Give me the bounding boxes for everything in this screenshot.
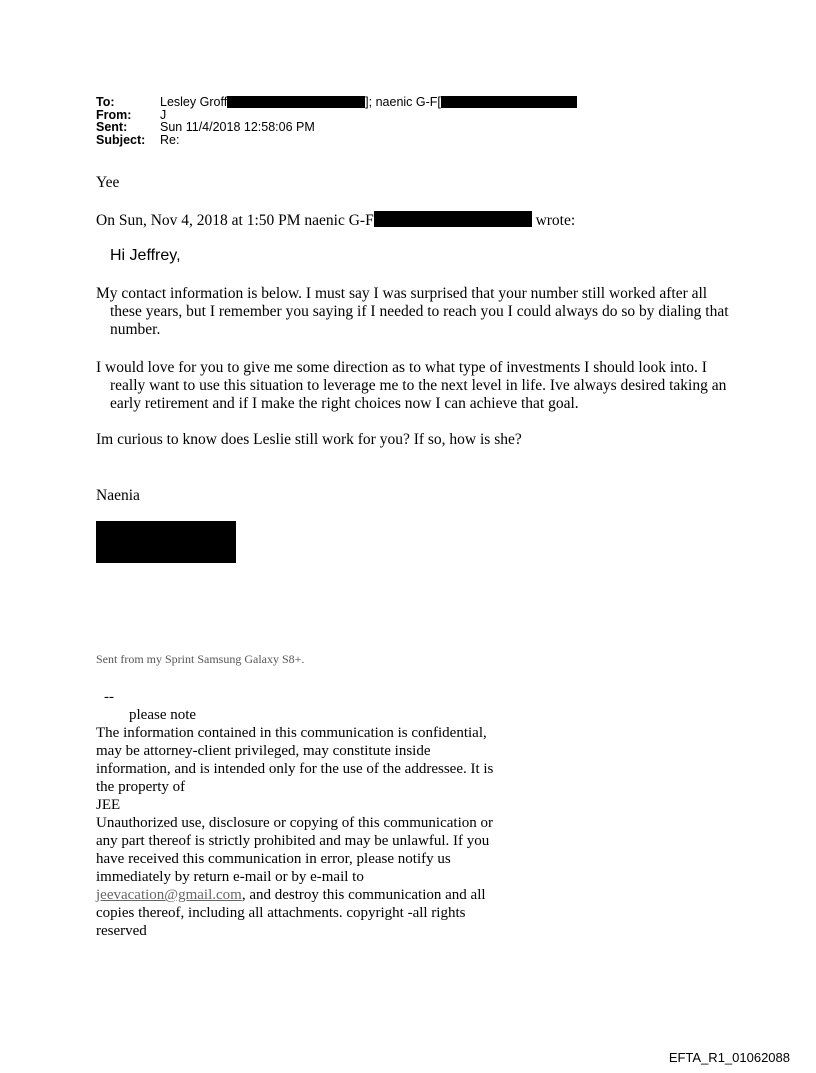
document-id: EFTA_R1_01062088 bbox=[668, 1050, 790, 1065]
sent-value: Sun 11/4/2018 12:58:06 PM bbox=[160, 120, 315, 134]
paragraph-3: Im curious to know does Leslie still work for you? If so, how is she? bbox=[96, 431, 522, 448]
to-separator: ]; naenic G-F[ bbox=[365, 95, 441, 109]
to-value: Lesley Groff bbox=[160, 95, 228, 109]
redaction-block bbox=[96, 521, 236, 563]
sent-from-note: Sent from my Sprint Samsung Galaxy S8+. bbox=[96, 652, 305, 666]
greeting: Hi Jeffrey, bbox=[110, 247, 181, 264]
disclaimer-dashes: -- bbox=[104, 689, 114, 705]
quote-intro-text: On Sun, Nov 4, 2018 at 1:50 PM naenic G-F bbox=[96, 212, 374, 229]
redaction-block bbox=[441, 96, 577, 108]
email-link[interactable]: jeevacation@gmail.com bbox=[96, 887, 242, 903]
disclaimer-text-2-end: , and destroy this communication and all copies thereof, including all attachments. copyright -all rights reserved bbox=[96, 887, 486, 939]
subject-value: Re: bbox=[160, 132, 180, 147]
sent-label: Sent: bbox=[96, 120, 128, 134]
disclaimer-text-2 bbox=[96, 814, 496, 940]
disclaimer-text-2-start: Unauthorized use, disclosure or copying of this communication or any part thereof is strictly prohibited and may be unlawful. If you have received this communication in error, please notify us immediately by return e-mail or by e-mail to bbox=[96, 815, 493, 885]
redaction-block bbox=[227, 96, 365, 108]
from-label: From: bbox=[96, 107, 132, 122]
from-value: J bbox=[160, 107, 167, 122]
to-label: To: bbox=[96, 95, 115, 109]
quote-intro-wrote: wrote: bbox=[535, 212, 576, 229]
signature: Naenia bbox=[96, 487, 140, 504]
redaction-block bbox=[374, 211, 532, 227]
paragraph-2: I would love for you to give me some direction as to what type of investments I should look into. I really want to use this situation to leverage me to the next level in life. Ive always desired taking an early retirement and if I make the right choices now I can achieve that goal. bbox=[96, 359, 727, 412]
reply-text: Yee bbox=[96, 174, 120, 191]
subject-label: Subject: bbox=[96, 132, 146, 147]
disclaimer bbox=[96, 688, 496, 940]
quote-intro bbox=[96, 211, 575, 230]
disclaimer-text-1: The information contained in this communication is confidential, may be attorney-client privileged, may constitute inside information, and is intended only for the use of the addressee. It is the property of bbox=[96, 725, 494, 795]
disclaimer-note: please note bbox=[129, 707, 197, 723]
disclaimer-jee: JEE bbox=[96, 797, 121, 813]
paragraph-1: My contact information is below. I must say I was surprised that your number still worked after all these years, but I remember you saying if I needed to reach you I could always do so by dialing that number. bbox=[96, 285, 729, 338]
